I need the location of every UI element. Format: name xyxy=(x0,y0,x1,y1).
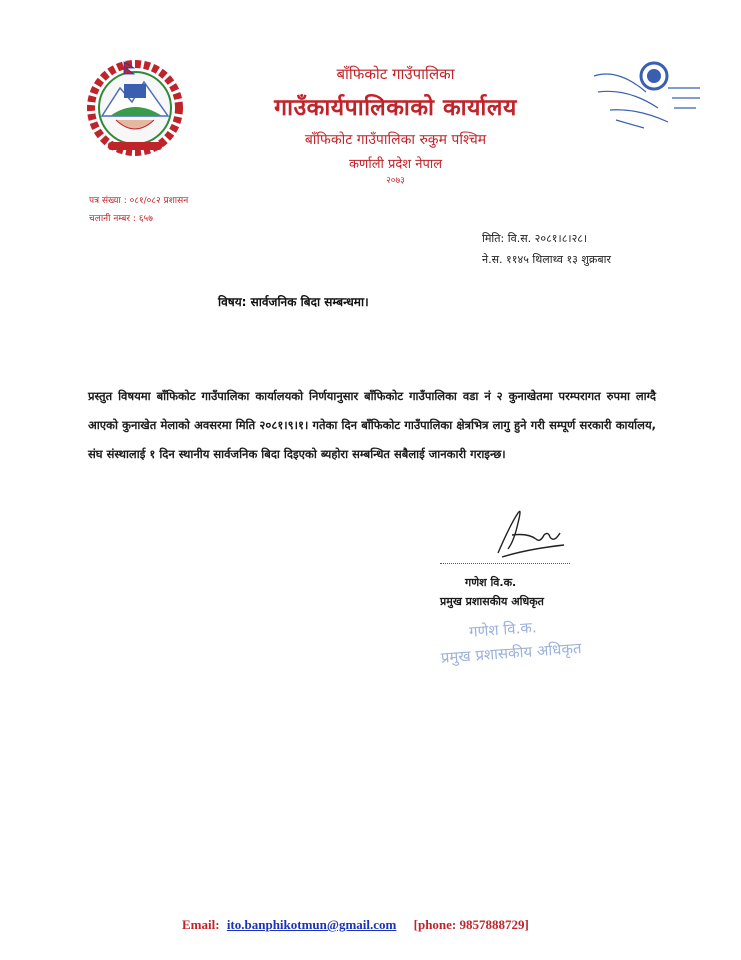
phone-number: [phone: 9857888729] xyxy=(413,917,529,932)
name-stamp xyxy=(438,606,612,678)
letter-body: प्रस्तुत विषयमा बाँफिकोट गाउँपालिका कार्यालयको निर्णयानुसार बाँफिकोट गाउँपालिका वडा नं २ कुनाखेतमा परम्परागत रुपमा लाग्दै आएको कुनाखेत मेलाको अवसरमा मिति २०८१।९।१। गतेका दिन बाँफिकोट गाउँपालिका क्षेत्रभित्र लागु हुने गरी सम्पूर्ण सरकारी कार्यालय, संघ संस्थालाई १ दिन स्थानीय सार्वजनिक बिदा दिइएको ब्यहोरा सम्बन्धित सबैलाई जानकारी गराइन्छ। xyxy=(88,389,656,461)
signature-line xyxy=(440,563,570,564)
date-bs: मिति: वि.स. २०८१।८।२८। xyxy=(482,232,588,245)
name-stamp-line2: प्रमुख प्रशासकीय अधिकृत xyxy=(440,639,583,667)
office-stamp-icon xyxy=(588,58,708,138)
letter-subject: विषय: सार्वजनिक बिदा सम्बन्धमा। xyxy=(218,295,369,309)
handwritten-signature-icon xyxy=(488,505,568,560)
office-location: बाँफिकोट गाउँपालिका रुकुम पश्चिम xyxy=(304,132,487,148)
email-label: Email: xyxy=(182,917,220,932)
date-ns: ने.स. ११४५ थिलाथ्व १३ शुक्रबार xyxy=(482,253,611,266)
letter-number: पत्र संख्या : ०८१/०८२ प्रशासन xyxy=(89,196,189,206)
name-stamp-line1: गणेश वि.क. xyxy=(468,618,538,641)
email-link[interactable]: ito.banphikotmun@gmail.com xyxy=(226,917,397,932)
signatory-title: प्रमुख प्रशासकीय अधिकृत xyxy=(440,595,544,608)
province-name: कर्णाली प्रदेश नेपाल xyxy=(348,157,443,172)
signatory-name: गणेश वि.क. xyxy=(465,576,517,589)
office-title: गाउँकार्यपालिकाको कार्यालय xyxy=(274,95,517,121)
dispatch-number: चलानी नम्बर : ६५७ xyxy=(89,214,153,224)
footer-contact xyxy=(182,917,529,933)
municipality-name: बाँफिकोट गाउँपालिका xyxy=(336,65,455,83)
established-year: २०७३ xyxy=(386,176,405,186)
